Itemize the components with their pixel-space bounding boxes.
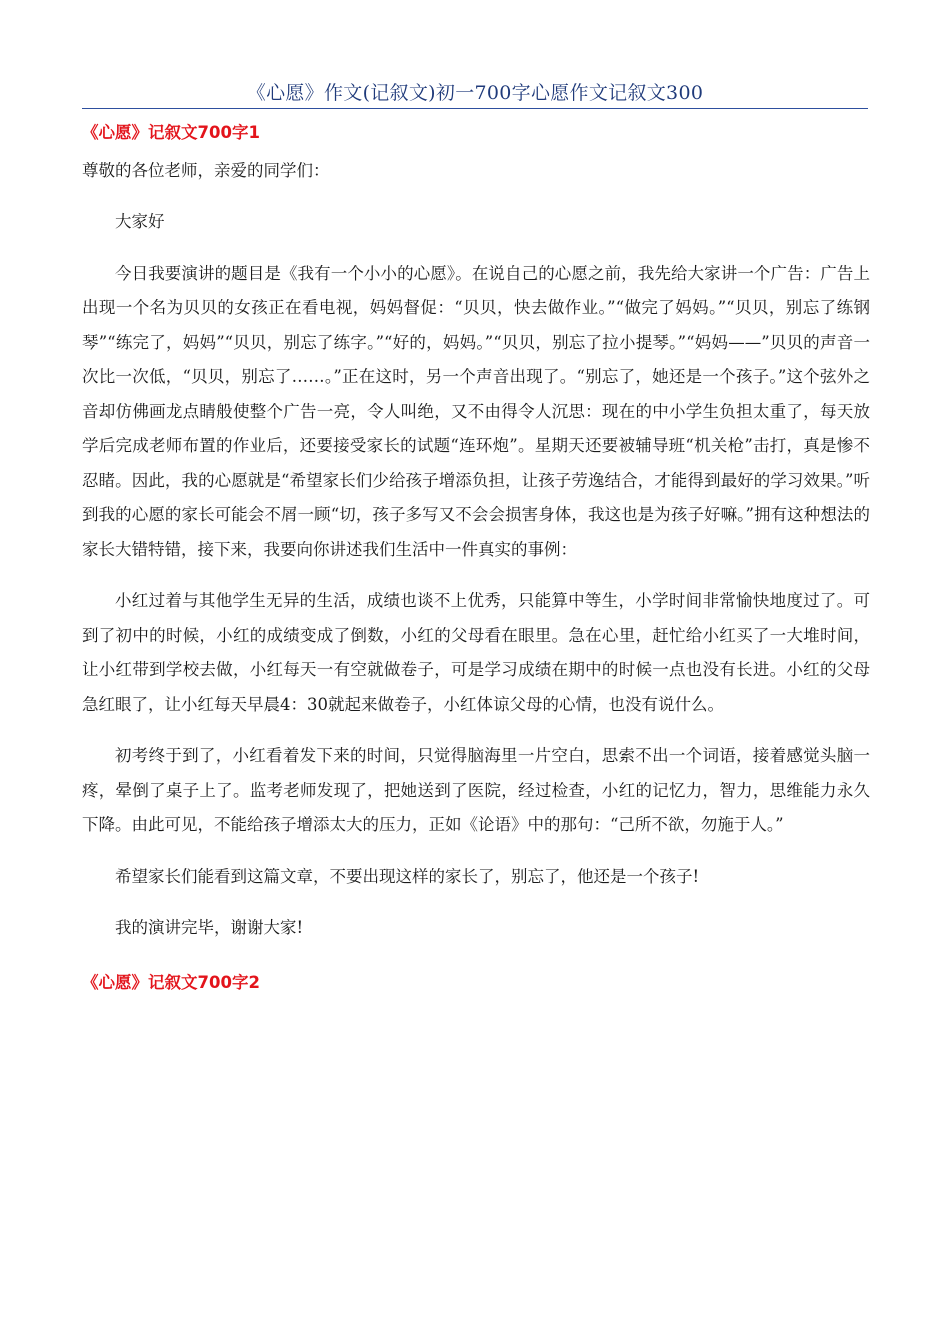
paragraph-hello: 大家好 [115,212,165,231]
greeting-line: 尊敬的各位老师，亲爱的同学们： [82,161,330,180]
header-divider [82,108,868,109]
section-1-title: 《心愿》记叙文700字1 [82,123,260,142]
paragraph-closing: 我的演讲完毕，谢谢大家! [115,918,304,937]
document-body [82,118,870,998]
page-header-title: 《心愿》作文(记叙文)初一700字心愿作文记叙文300 [246,82,704,104]
paragraph-intro: 今日我要演讲的题目是《我有一个小小的心愿》。在说自己的心愿之前，我先给大家讲一个广告：广告上出现一个名为贝贝的女孩正在看电视，妈妈督促：“贝贝，快去做作业。”“做完了妈妈。”“贝贝，别忘了练钢琴”“练完了，妈妈”“贝贝，别忘了练字。”“好的，妈妈。”“贝贝，别忘了拉小提琴。”“妈妈——”贝贝的声音一次比一次低，“贝贝，别忘了……。”正在这时，另一个声音出现了。“别忘了，她还是一个孩子。”这个弦外之音却仿佛画龙点睛般使整个广告一亮，令人叫绝，又不由得令人沉思：现在的中小学生负担太重了，每天放学后完成老师布置的作业后，还要接受家长的试题“连环炮”。星期天还要被辅导班“机关枪”击打，真是惨不忍睹。因此，我的心愿就是“希望家长们少给孩子增添负担，让孩子劳逸结合，才能得到最好的学习效果。”听到我的心愿的家长可能会不屑一顾“切，孩子多写又不会会损害身体，我这也是为孩子好嘛。”拥有这种想法的家长大错特错，接下来，我要向你讲述我们生活中一件真实的事例： [82,263,870,559]
paragraph-exam: 初考终于到了，小红看着发下来的时间，只觉得脑海里一片空白，思索不出一个词语，接着感觉头脑一疼，晕倒了桌子上了。监考老师发现了，把她送到了医院，经过检查，小红的记忆力，智力，思维能力永久下降。由此可见，不能给孩子增添太大的压力，正如《论语》中的那句：“己所不欲，勿施于人。” [82,746,870,834]
paragraph-xiaohong: 小红过着与其他学生无异的生活，成绩也谈不上优秀，只能算中等生，小学时间非常愉快地度过了。可到了初中的时候，小红的成绩变成了倒数，小红的父母看在眼里。急在心里，赶忙给小红买了一大堆时间，让小红带到学校去做，小红每天一有空就做卷子，可是学习成绩在期中的时候一点也没有长进。小红的父母急红眼了，让小红每天早晨4：30就起来做卷子，小红体谅父母的心情，也没有说什么。 [82,591,870,714]
paragraph-hope: 希望家长们能看到这篇文章，不要出现这样的家长了，别忘了，他还是一个孩子! [115,866,700,886]
section-2-title: 《心愿》记叙文700字2 [82,972,260,992]
